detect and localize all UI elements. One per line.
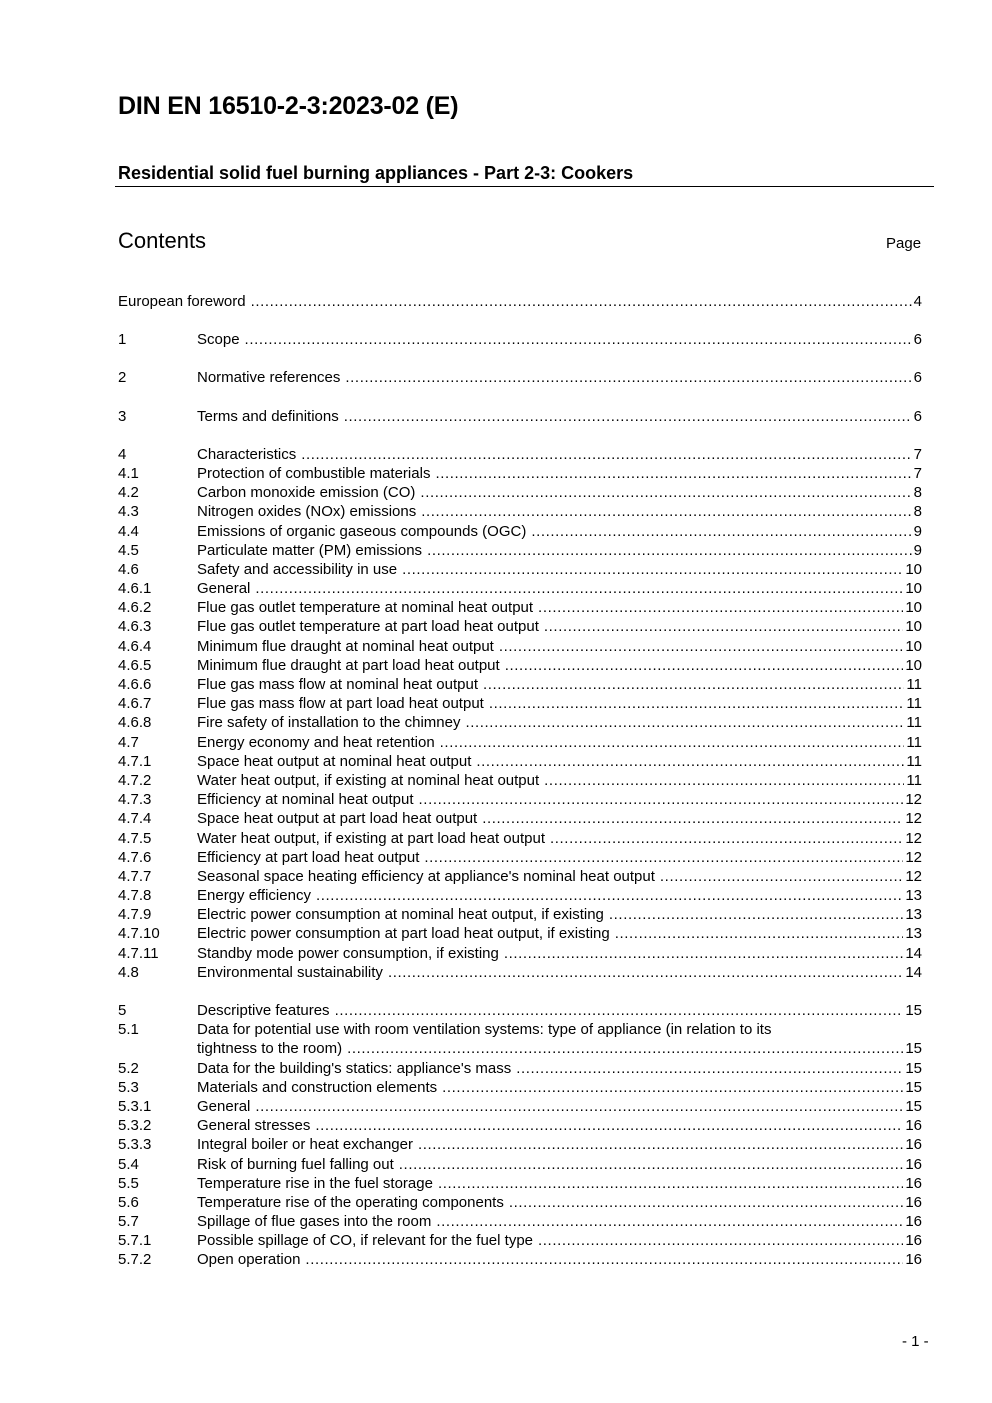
toc-entry-page: 11 xyxy=(906,771,922,789)
toc-entry[interactable] xyxy=(118,560,922,579)
toc-entry[interactable] xyxy=(118,944,922,963)
toc-entry-title: Open operation xyxy=(197,1251,301,1269)
toc-entry-title: Water heat output, if existing at nominal heat output xyxy=(197,771,540,789)
toc-dot-leader xyxy=(505,656,904,675)
toc-dot-leader xyxy=(315,1116,903,1135)
toc-entry-page: 10 xyxy=(905,599,922,617)
toc-dot-leader xyxy=(347,1039,903,1058)
toc-entry-number: 4.6.3 xyxy=(118,618,152,636)
toc-entry-page: 12 xyxy=(905,829,922,847)
toc-entry[interactable] xyxy=(118,1231,922,1250)
toc-entry[interactable] xyxy=(118,848,922,867)
toc-entry-page: 8 xyxy=(913,503,922,521)
toc-entry-page: 6 xyxy=(913,331,922,349)
toc-entry[interactable] xyxy=(118,809,922,828)
toc-entry-number: 5.2 xyxy=(118,1059,139,1077)
toc-entry-title: Characteristics xyxy=(197,445,297,463)
toc-entry-page: 16 xyxy=(905,1213,922,1231)
toc-entry[interactable] xyxy=(118,502,922,521)
toc-entry-page: 16 xyxy=(905,1251,922,1269)
toc-entry-number: 4.6.4 xyxy=(118,637,152,655)
toc-entry[interactable] xyxy=(118,330,922,349)
toc-entry-number: 4.6.7 xyxy=(118,695,152,713)
toc-entry-title: General xyxy=(197,580,251,598)
toc-entry-number: 4 xyxy=(118,445,127,463)
document-title: DIN EN 16510-2-3:2023-02 (E) xyxy=(118,92,459,120)
toc-dot-leader xyxy=(255,579,903,598)
toc-entry-number: 5.1 xyxy=(118,1021,139,1039)
toc-entry-page: 10 xyxy=(905,656,922,674)
toc-entry[interactable] xyxy=(118,541,922,560)
toc-entry-number: 5.6 xyxy=(118,1193,139,1211)
toc-entry-title: Flue gas mass flow at nominal heat output xyxy=(197,676,478,693)
toc-entry-title: Temperature rise in the fuel storage xyxy=(197,1174,433,1192)
toc-dot-leader xyxy=(419,790,904,809)
toc-dot-leader xyxy=(301,445,911,464)
toc-entry-number: 4.3 xyxy=(118,503,139,521)
toc-entry-number: 5.7.1 xyxy=(118,1232,152,1250)
toc-entry[interactable] xyxy=(118,637,922,656)
toc-entry-title: Data for potential use with room ventilation systems: type of appliance (in relation to its xyxy=(197,1021,772,1039)
toc-dot-leader xyxy=(609,905,903,924)
toc-entry-title: Terms and definitions xyxy=(197,407,339,425)
toc-entry-number: 4.7.11 xyxy=(118,944,159,962)
toc-entry[interactable] xyxy=(118,483,922,502)
toc-dot-leader xyxy=(544,771,904,790)
toc-entry-title: Fire safety of installation to the chimney xyxy=(197,714,461,732)
toc-entry-number: 5 xyxy=(118,1002,127,1019)
toc-entry-title: Particulate matter (PM) emissions xyxy=(197,541,423,559)
toc-entry-page: 11 xyxy=(906,714,922,732)
toc-entry-title: Safety and accessibility in use xyxy=(197,560,398,578)
toc-dot-leader xyxy=(436,1212,903,1231)
toc-entry[interactable] xyxy=(118,1078,922,1097)
toc-dot-leader xyxy=(489,694,905,713)
toc-entry-page: 12 xyxy=(905,791,922,809)
toc-entry-number: 4.7.10 xyxy=(118,925,160,943)
toc-dot-leader xyxy=(538,1231,903,1250)
toc-entry[interactable] xyxy=(118,867,922,886)
toc-dot-leader xyxy=(245,330,912,349)
toc-entry-title: Data for the building's statics: appliance's mass xyxy=(197,1059,512,1077)
toc-entry-page: 16 xyxy=(905,1232,922,1250)
toc-entry[interactable] xyxy=(118,1193,922,1212)
toc-entry-page: 16 xyxy=(905,1117,922,1135)
toc-dot-leader xyxy=(538,598,903,617)
toc-entry-number: 4.6.5 xyxy=(118,656,152,674)
toc-entry-page: 12 xyxy=(905,810,922,828)
toc-entry[interactable] xyxy=(118,733,922,752)
toc-entry-number: 4.8 xyxy=(118,963,139,981)
toc-entry-title: General xyxy=(197,1097,251,1115)
toc-entry[interactable] xyxy=(118,445,922,464)
toc-entry-number: 4.7 xyxy=(118,733,139,751)
toc-entry-title: Risk of burning fuel falling out xyxy=(197,1155,394,1173)
toc-entry[interactable] xyxy=(118,771,922,790)
toc-entry-page: 11 xyxy=(906,695,922,713)
toc-entry[interactable] xyxy=(118,886,922,905)
toc-entry-number: 5.7.2 xyxy=(118,1251,152,1269)
toc-dot-leader xyxy=(420,483,911,502)
document-subtitle: Residential solid fuel burning appliances - Part 2-3: Cookers xyxy=(118,163,634,183)
toc-entry-page: 15 xyxy=(905,1040,922,1058)
toc-entry-number: 4.6.6 xyxy=(118,676,152,693)
contents-heading: Contents xyxy=(118,228,207,253)
toc-entry-page: 16 xyxy=(905,1155,922,1173)
toc-entry[interactable] xyxy=(118,1212,922,1231)
toc-dot-leader xyxy=(305,1250,903,1269)
toc-entry-page: 15 xyxy=(905,1002,922,1019)
toc-entry-page: 6 xyxy=(913,369,922,387)
toc-dot-leader xyxy=(424,848,903,867)
toc-entry[interactable] xyxy=(118,1250,922,1269)
toc-entry-number: 4.7.5 xyxy=(118,829,152,847)
toc-entry[interactable] xyxy=(118,292,922,311)
toc-dot-leader xyxy=(344,407,912,426)
toc-entry-title: Space heat output at nominal heat output xyxy=(197,752,472,770)
toc-entry-page: 7 xyxy=(913,464,922,482)
toc-entry-page: 13 xyxy=(905,925,922,943)
toc-entry-number: 5.7 xyxy=(118,1213,139,1231)
toc-entry[interactable] xyxy=(118,752,922,771)
toc-dot-leader xyxy=(335,1001,904,1020)
toc-entry-page: 12 xyxy=(905,848,922,866)
toc-entry-page: 16 xyxy=(905,1136,922,1154)
toc-entry[interactable] xyxy=(118,656,922,675)
toc-dot-leader xyxy=(440,733,905,752)
toc-entry-page: 10 xyxy=(905,560,922,578)
toc-entry-title: Seasonal space heating efficiency at appliance's nominal heat output xyxy=(197,867,655,885)
toc-entry-title: Minimum flue draught at nominal heat output xyxy=(197,637,494,655)
toc-entry-title: Minimum flue draught at part load heat output xyxy=(197,656,500,674)
toc-entry-number: 5.3.1 xyxy=(118,1097,152,1115)
toc-entry-number: 5.4 xyxy=(118,1155,139,1173)
toc-entry-page: 16 xyxy=(905,1174,922,1192)
toc-entry-title: European foreword xyxy=(118,293,246,310)
toc-entry-title: Energy efficiency xyxy=(197,887,311,905)
toc-entry-number: 4.4 xyxy=(118,522,139,540)
toc-entry-number: 5.3.3 xyxy=(118,1136,152,1154)
toc-entry[interactable] xyxy=(118,1020,922,1039)
toc-entry-page: 11 xyxy=(906,676,922,693)
toc-entry-number: 4.7.2 xyxy=(118,771,152,789)
toc-dot-leader xyxy=(435,464,911,483)
toc-entry-title: Spillage of flue gases into the room xyxy=(197,1213,432,1231)
toc-entry-page: 11 xyxy=(906,733,922,751)
toc-entry-number: 4.7.3 xyxy=(118,791,152,809)
toc-dot-leader xyxy=(476,752,904,771)
toc-entry[interactable] xyxy=(118,368,922,387)
toc-entry-number: 4.6.2 xyxy=(118,599,152,617)
toc-entry-title: General stresses xyxy=(197,1117,311,1135)
toc-entry[interactable] xyxy=(118,1174,922,1193)
toc-entry[interactable] xyxy=(118,1039,922,1058)
toc-entry-number: 4.7.6 xyxy=(118,848,152,866)
toc-entry[interactable] xyxy=(118,1097,922,1116)
toc-dot-leader xyxy=(345,368,911,387)
toc-entry-page: 10 xyxy=(905,637,922,655)
toc-dot-leader xyxy=(516,1059,903,1078)
toc-entry[interactable] xyxy=(118,1155,922,1174)
toc-entry-page: 9 xyxy=(913,522,922,540)
toc-dot-leader xyxy=(482,809,903,828)
toc-dot-leader xyxy=(421,502,911,521)
page-number: - 1 - xyxy=(902,1333,929,1350)
toc-entry[interactable] xyxy=(118,675,922,694)
toc-entry-number: 4.7.9 xyxy=(118,906,152,924)
toc-entry-page: 8 xyxy=(913,484,922,502)
toc-entry-number: 4.6 xyxy=(118,560,139,578)
toc-entry[interactable] xyxy=(118,694,922,713)
toc-entry-page: 15 xyxy=(905,1097,922,1115)
toc-entry-title: Efficiency at part load heat output xyxy=(197,848,420,866)
toc-entry-page: 10 xyxy=(905,580,922,598)
toc-entry-title: Carbon monoxide emission (CO) xyxy=(197,484,416,502)
toc-entry[interactable] xyxy=(118,905,922,924)
toc-dot-leader xyxy=(251,292,912,311)
toc-entry-title: Descriptive features xyxy=(197,1002,330,1019)
toc-entry-title: Standby mode power consumption, if existing xyxy=(197,944,499,962)
toc-dot-leader xyxy=(418,1135,903,1154)
toc-entry-number: 4.7.1 xyxy=(118,752,152,770)
toc-dot-leader xyxy=(499,637,903,656)
toc-entry-number: 4.7.8 xyxy=(118,887,152,905)
toc-dot-leader xyxy=(550,829,903,848)
toc-entry-page: 7 xyxy=(913,445,922,463)
table-of-contents xyxy=(118,292,922,1270)
toc-entry-number: 4.7.7 xyxy=(118,867,152,885)
toc-entry-number: 4.2 xyxy=(118,484,139,502)
toc-entry-page: 11 xyxy=(906,752,922,770)
toc-dot-leader xyxy=(316,886,903,905)
toc-entry-page: 15 xyxy=(905,1059,922,1077)
toc-entry-title: Environmental sustainability xyxy=(197,963,383,981)
toc-entry-page: 12 xyxy=(905,867,922,885)
toc-dot-leader xyxy=(615,924,904,943)
toc-dot-leader xyxy=(660,867,903,886)
toc-entry[interactable] xyxy=(118,713,922,732)
toc-dot-leader xyxy=(402,560,903,579)
toc-entry-title: Possible spillage of CO, if relevant for the fuel type xyxy=(197,1232,534,1250)
toc-entry[interactable] xyxy=(118,1135,922,1154)
toc-entry-title: Water heat output, if existing at part load heat output xyxy=(197,829,545,847)
toc-entry-title: Electric power consumption at part load heat output, if existing xyxy=(197,925,610,943)
toc-entry-page: 15 xyxy=(905,1078,922,1096)
toc-entry-title: Emissions of organic gaseous compounds (OGC) xyxy=(197,522,527,540)
toc-dot-leader xyxy=(442,1078,903,1097)
toc-entry-number: 4.6.8 xyxy=(118,714,152,732)
toc-dot-leader xyxy=(465,713,904,732)
title-divider xyxy=(115,186,934,187)
toc-dot-leader xyxy=(483,675,904,694)
toc-entry-title: Integral boiler or heat exchanger xyxy=(197,1136,413,1154)
toc-entry-page: 13 xyxy=(905,906,922,924)
toc-entry-title: tightness to the room) xyxy=(197,1040,343,1058)
toc-entry[interactable] xyxy=(118,1059,922,1078)
toc-entry-number: 1 xyxy=(118,331,127,349)
toc-entry[interactable] xyxy=(118,617,922,636)
toc-entry-title: Flue gas mass flow at part load heat output xyxy=(197,695,484,713)
toc-entry-page: 13 xyxy=(905,887,922,905)
toc-entry[interactable] xyxy=(118,924,922,943)
toc-entry-title: Space heat output at part load heat output xyxy=(197,810,478,828)
toc-entry[interactable] xyxy=(118,1001,922,1020)
toc-entry-number: 2 xyxy=(118,369,127,387)
toc-entry-number: 4.7.4 xyxy=(118,810,152,828)
page-column-heading: Page xyxy=(886,235,922,252)
toc-entry-page: 10 xyxy=(905,618,922,636)
toc-entry-title: Nitrogen oxides (NOx) emissions xyxy=(197,503,417,521)
toc-entry-page: 16 xyxy=(905,1193,922,1211)
toc-entry-number: 5.5 xyxy=(118,1174,139,1192)
toc-entry[interactable] xyxy=(118,407,922,426)
toc-entry-title: Flue gas outlet temperature at part load heat output xyxy=(197,618,539,636)
toc-entry-page: 6 xyxy=(913,407,922,425)
toc-entry-number: 4.6.1 xyxy=(118,580,152,598)
toc-entry-title: Efficiency at nominal heat output xyxy=(197,791,414,809)
toc-entry-title: Energy economy and heat retention xyxy=(197,733,435,751)
toc-dot-leader xyxy=(531,522,911,541)
toc-entry-title: Electric power consumption at nominal heat output, if existing xyxy=(197,906,604,924)
toc-entry-page: 14 xyxy=(905,944,922,962)
toc-entry-number: 5.3.2 xyxy=(118,1117,152,1135)
toc-entry-title: Scope xyxy=(197,331,240,349)
toc-entry-title: Normative references xyxy=(197,369,341,387)
toc-entry[interactable] xyxy=(118,1116,922,1135)
toc-entry-number: 4.5 xyxy=(118,541,139,559)
toc-entry-number: 3 xyxy=(118,407,127,425)
toc-entry-title: Flue gas outlet temperature at nominal heat output xyxy=(197,599,534,617)
toc-entry-page: 9 xyxy=(913,541,922,559)
toc-dot-leader xyxy=(504,944,903,963)
toc-dot-leader xyxy=(544,617,903,636)
toc-entry[interactable] xyxy=(118,522,922,541)
toc-entry[interactable] xyxy=(118,790,922,809)
toc-entry-page: 4 xyxy=(913,293,922,310)
toc-dot-leader xyxy=(255,1097,903,1116)
toc-entry-title: Temperature rise of the operating components xyxy=(197,1193,504,1211)
toc-entry-title: Protection of combustible materials xyxy=(197,464,431,482)
toc-dot-leader xyxy=(427,541,912,560)
toc-dot-leader xyxy=(509,1193,903,1212)
toc-dot-leader xyxy=(399,1155,904,1174)
toc-entry-number: 5.3 xyxy=(118,1078,139,1096)
toc-entry-page: 14 xyxy=(905,963,922,981)
toc-entry[interactable] xyxy=(118,579,922,598)
toc-entry[interactable] xyxy=(118,598,922,617)
toc-entry[interactable] xyxy=(118,464,922,483)
toc-entry-number: 4.1 xyxy=(118,464,139,482)
toc-dot-leader xyxy=(388,963,903,982)
toc-entry-title: Materials and construction elements xyxy=(197,1078,438,1096)
toc-dot-leader xyxy=(438,1174,903,1193)
toc-entry[interactable] xyxy=(118,963,922,982)
toc-entry[interactable] xyxy=(118,829,922,848)
